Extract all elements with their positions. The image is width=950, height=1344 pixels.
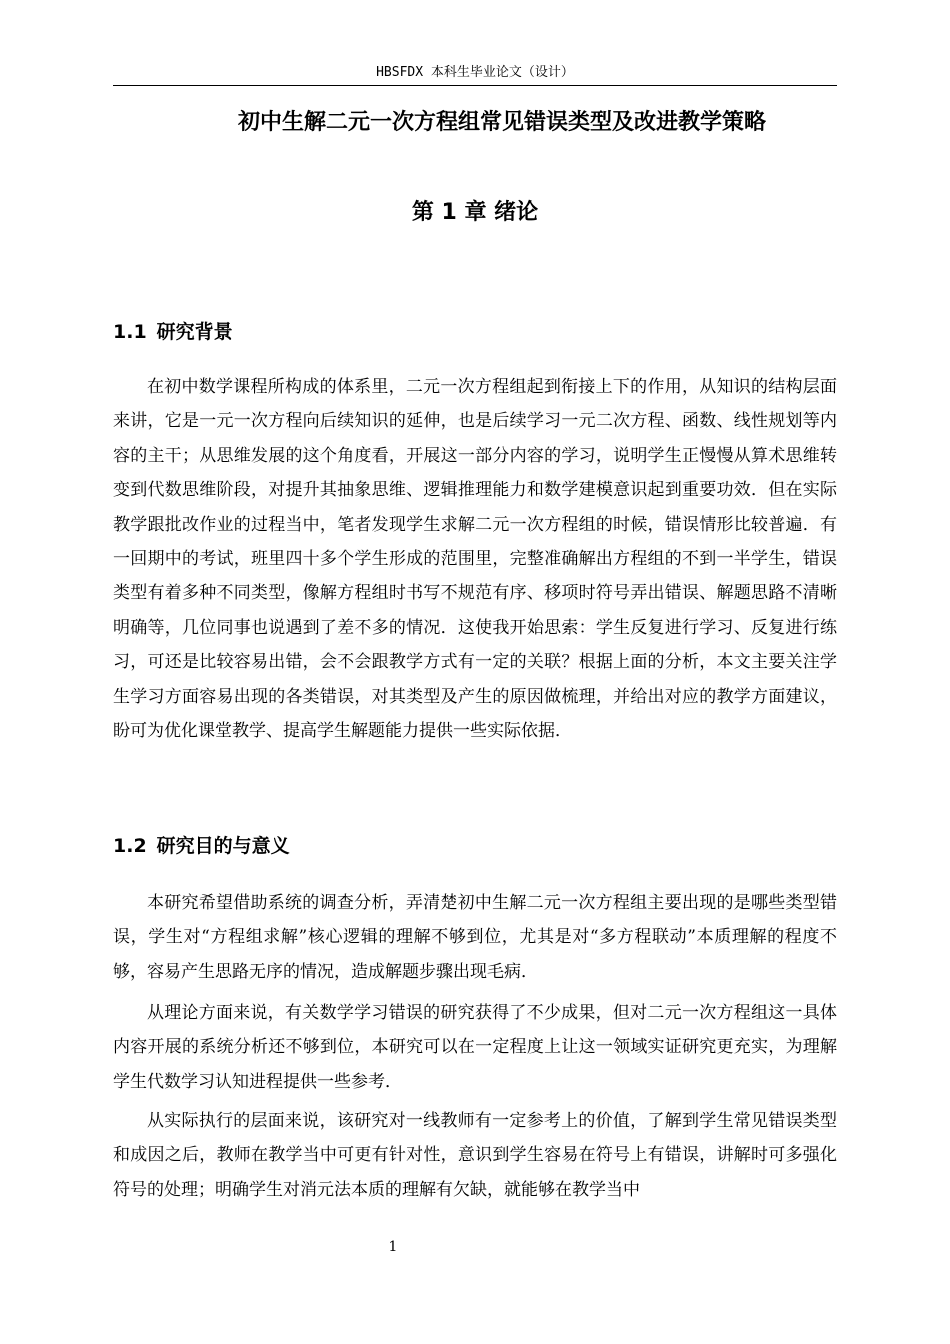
section-title: 研究背景 — [156, 321, 233, 343]
section-title: 研究目的与意义 — [156, 835, 290, 857]
section-number: 1.1 — [113, 321, 147, 343]
section-heading-1-1 — [113, 318, 837, 346]
paragraph-purpose: 本研究希望借助系统的调查分析，弄清楚初中生解二元一次方程组主要出现的是哪些类型错误，学生对“方程组求解”核心逻辑的理解不够到位，尤其是对“多方程联动”本质理解的程度不够，容易产生思路无序的情况，造成解题步骤出现毛病． — [113, 893, 837, 982]
page-number: 1 — [388, 1239, 398, 1255]
paragraph-theory-significance: 从理论方面来说，有关数学学习错误的研究获得了不少成果，但对二元一次方程组这一具体内容开展的系统分析还不够到位，本研究可以在一定程度上让这一领域实证研究更充实，为理解学生代数学习认知进程提供一些参考． — [113, 1003, 837, 1092]
header-divider — [113, 85, 837, 86]
document-title: 初中生解二元一次方程组常见错误类型及改进教学策略 — [237, 110, 766, 135]
paragraph-practice-significance: 从实际执行的层面来说，该研究对一线教师有一定参考上的价值，了解到学生常见错误类型和成因之后，教师在教学当中可更有针对性，意识到学生容易在符号上有错误，讲解时可多强化符号的处理；明确学生对消元法本质的理解有欠缺，就能够在教学当中 — [113, 1111, 837, 1200]
running-header: HBSFDX 本科生毕业论文（设计） — [376, 65, 574, 80]
chapter-title: 第 1 章 绪论 — [411, 200, 539, 225]
section-heading-1-2 — [113, 832, 837, 860]
section-number: 1.2 — [113, 835, 147, 857]
paragraph-background: 在初中数学课程所构成的体系里，二元一次方程组起到衔接上下的作用，从知识的结构层面来讲，它是一元一次方程向后续知识的延伸，也是后续学习一元二次方程、函数、线性规划等内容的主干；从思维发展的这个角度看，开展这一部分内容的学习，说明学生正慢慢从算术思维转变到代数思维阶段，对提升其抽象思维、逻辑推理能力和数学建模意识起到重要功效．但在实际教学跟批改作业的过程当中，笔者发现学生求解二元一次方程组的时候，错误情形比较普遍．有一回期中的考试，班里四十多个学生形成的范围里，完整准确解出方程组的不到一半学生，错误类型有着多种不同类型，像解方程组时书写不规范有序、移项时符号弄出错误、解题思路不清晰明确等，几位同事也说遇到了差不多的情况．这使我开始思索：学生反复进行学习、反复进行练习，可还是比较容易出错，会不会跟教学方式有一定的关联？根据上面的分析，本文主要关注学生学习方面容易出现的各类错误，对其类型及产生的原因做梳理，并给出对应的教学方面建议，盼可为优化课堂教学、提高学生解题能力提供一些实际依据． — [113, 377, 837, 742]
